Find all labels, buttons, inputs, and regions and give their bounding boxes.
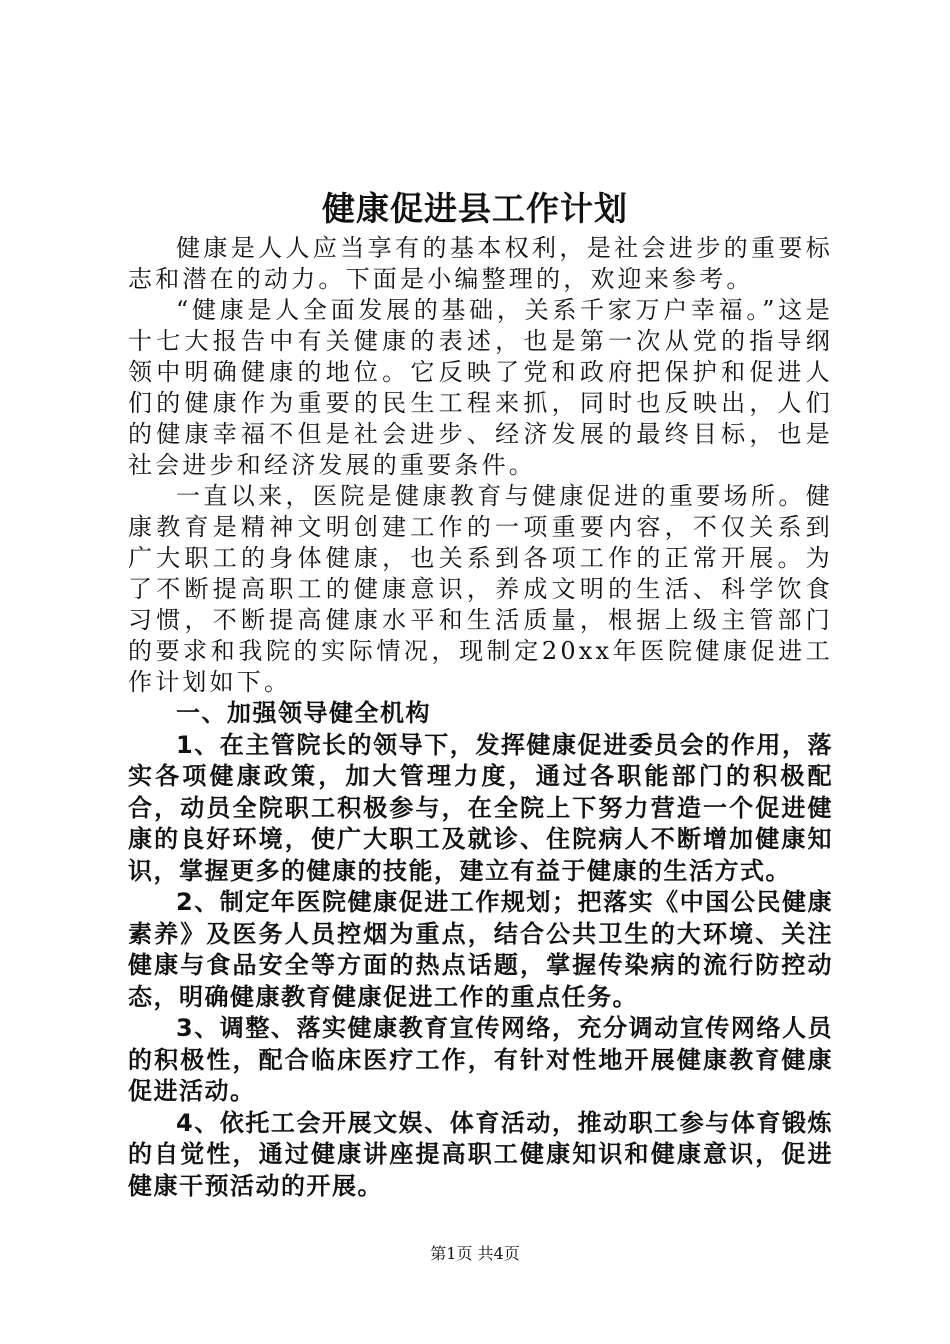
plan-item-2: 2、制定年医院健康促进工作规划；把落实《中国公民健康素养》及医务人员控烟为重点，结合公共卫生的大环境、关注健康与食品安全等方面的热点话题，掌握传染病的流行防控动态，明确健康教育健康促进工作的重点任务。	[128, 888, 833, 1011]
intro-paragraph: 健康是人人应当享有的基本权利，是社会进步的重要标志和潜在的动力。下面是小编整理的，欢迎来参考。	[128, 234, 833, 293]
document-title: 健康促进县工作计划	[322, 189, 628, 228]
page-number-footer: 第1页 共4页	[430, 1244, 520, 1263]
background-paragraph: 一直以来，医院是健康教育与健康促进的重要场所。健康教育是精神文明创建工作的一项重要内容，不仅关系到广大职工的身体健康，也关系到各项工作的正常开展。为了不断提高职工的健康意识，养成文明的生活、科学饮食习惯，不断提高健康水平和生活质量，根据上级主管部门的要求和我院的实际情况，现制定20xx年医院健康促进工作计划如下。	[128, 482, 833, 696]
plan-item-1: 1、在主管院长的领导下，发挥健康促进委员会的作用，落实各项健康政策，加大管理力度，通过各职能部门的积极配合，动员全院职工积极参与，在全院上下努力营造一个促进健康的良好环境，使广大职工及就诊、住院病人不断增加健康知识，掌握更多的健康的技能，建立有益于健康的生活方式。	[128, 730, 833, 885]
plan-item-3: 3、调整、落实健康教育宣传网络，充分调动宣传网络人员的积极性，配合临床医疗工作，有针对性地开展健康教育健康促进活动。	[128, 1014, 833, 1105]
plan-item-4: 4、依托工会开展文娱、体育活动，推动职工参与体育锻炼的自觉性，通过健康讲座提高职工健康知识和健康意识，促进健康干预活动的开展。	[128, 1108, 833, 1200]
quote-paragraph: “健康是人全面发展的基础，关系千家万户幸福。”这是十七大报告中有关健康的表述，也是第一次从党的指导纲领中明确健康的地位。它反映了党和政府把保护和促进人们的健康作为重要的民生工程来抓，同时也反映出，人们的健康幸福不但是社会进步、经济发展的最终目标，也是社会进步和经济发展的重要条件。	[128, 296, 833, 479]
section-heading: 一、加强领导健全机构	[176, 699, 431, 727]
document-body	[128, 233, 833, 1202]
